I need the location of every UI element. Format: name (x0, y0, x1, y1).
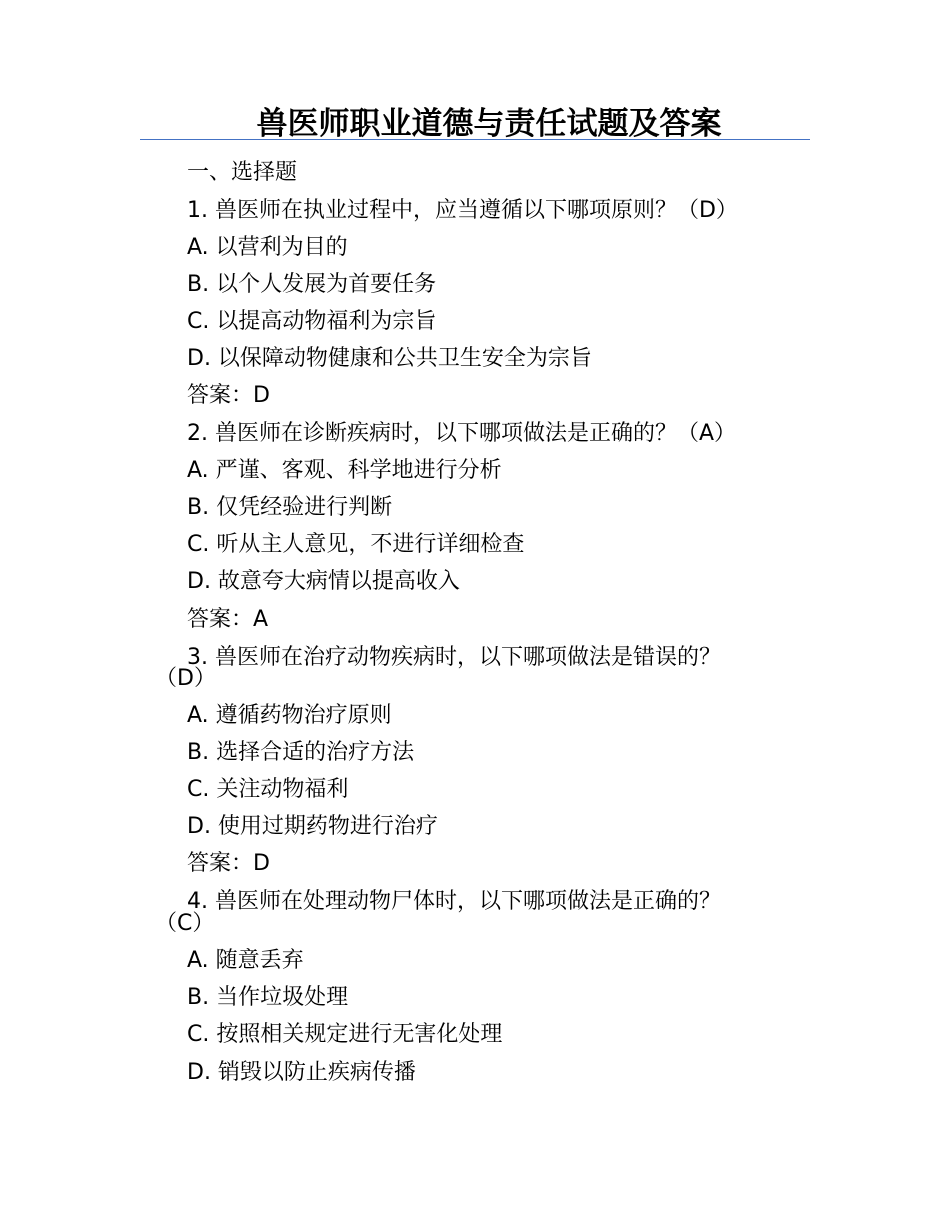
question-4-option-c: C. 按照相关规定进行无害化处理 (187, 1022, 503, 1047)
question-2-option-a: A. 严谨、客观、科学地进行分析 (187, 458, 502, 483)
question-2-option-d: D. 故意夸大病情以提高收入 (187, 569, 460, 594)
question-3-option-a: A. 遵循药物治疗原则 (187, 703, 392, 728)
question-1-option-d: D. 以保障动物健康和公共卫生安全为宗旨 (187, 346, 592, 371)
question-1-option-c: C. 以提高动物福利为宗旨 (187, 309, 437, 334)
question-1-answer: 答案：D (187, 383, 270, 408)
question-1-text: 1. 兽医师在执业过程中，应当遵循以下哪项原则？（D） (187, 198, 738, 223)
question-3-answer-key: （D） (155, 666, 216, 691)
question-2-option-b: B. 仅凭经验进行判断 (187, 495, 393, 520)
question-3-answer: 答案：D (187, 851, 270, 876)
question-3-option-d: D. 使用过期药物进行治疗 (187, 814, 438, 839)
document-title: 兽医师职业道德与责任试题及答案 (256, 106, 722, 142)
question-4-answer-key: （C） (155, 911, 215, 936)
question-3-option-b: B. 选择合适的治疗方法 (187, 740, 415, 765)
question-1-option-b: B. 以个人发展为首要任务 (187, 272, 437, 297)
title-underline (140, 139, 810, 140)
question-2-option-c: C. 听从主人意见，不进行详细检查 (187, 532, 525, 557)
question-2-text: 2. 兽医师在诊断疾病时，以下哪项做法是正确的？（A） (187, 421, 737, 446)
question-3-option-c: C. 关注动物福利 (187, 777, 349, 802)
question-3-text: 3. 兽医师在治疗动物疾病时，以下哪项做法是错误的？ (187, 645, 721, 670)
question-4-option-d: D. 销毁以防止疾病传播 (187, 1060, 416, 1085)
question-4-option-b: B. 当作垃圾处理 (187, 985, 349, 1010)
question-1-option-a: A. 以营利为目的 (187, 235, 348, 260)
question-2-answer: 答案：A (187, 607, 269, 632)
question-4-option-a: A. 随意丢弃 (187, 948, 304, 973)
question-4-text: 4. 兽医师在处理动物尸体时，以下哪项做法是正确的？ (187, 889, 721, 914)
section-heading: 一、选择题 (187, 160, 298, 185)
